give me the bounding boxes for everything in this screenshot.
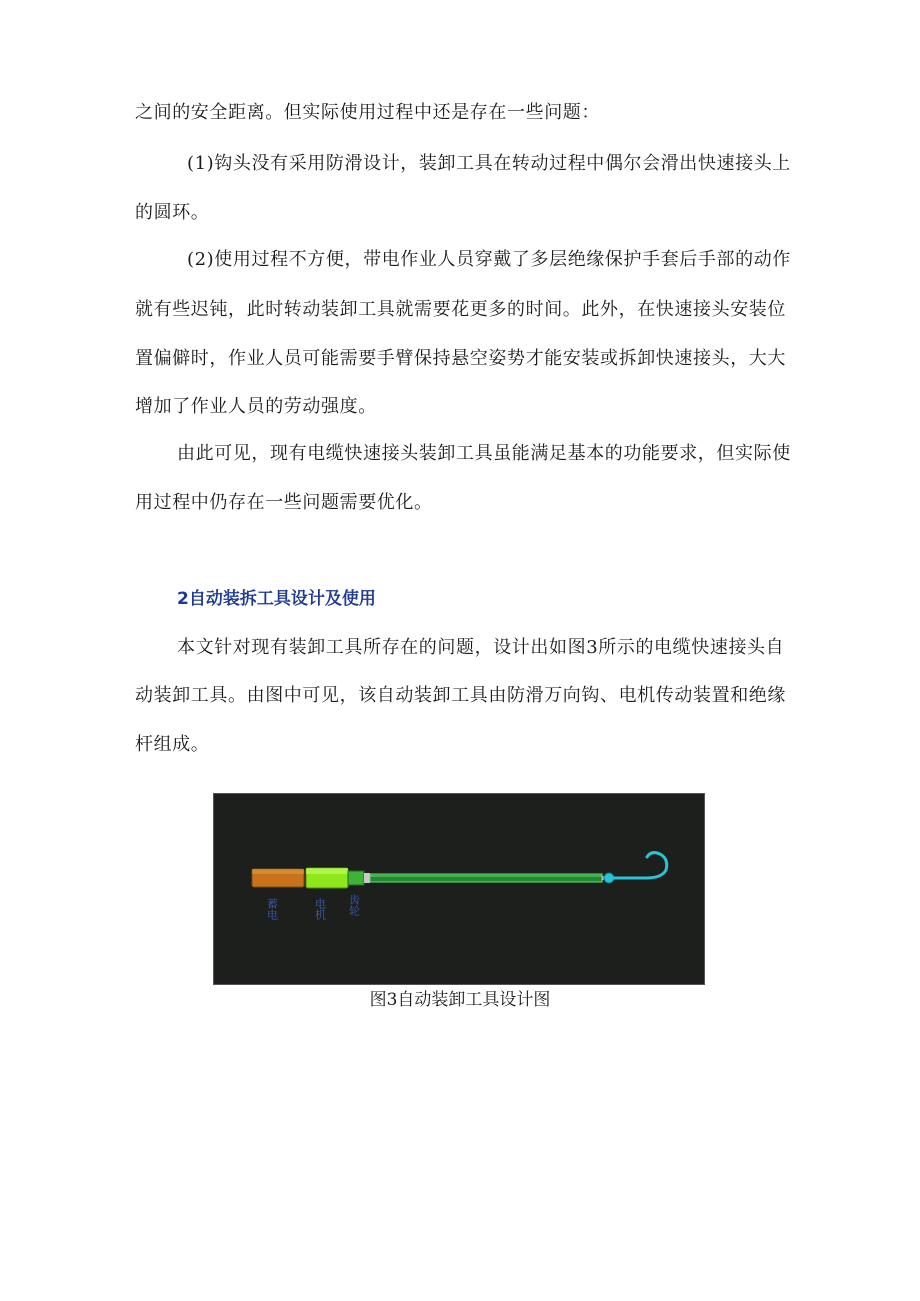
paragraph-line: 之间的安全距离。但实际使用过程中还是存在一些问题： [135,102,600,123]
paragraph-line: 由此可见，现有电缆快速接头装卸工具虽能满足基本的功能要求，但实际使 [177,443,791,464]
label-gear: 齿轮 [347,894,361,916]
paragraph-line: (1)钩头没有采用防滑设计，装卸工具在转动过程中偶尔会滑出快速接头上 [187,153,791,174]
gear-section [348,871,364,885]
section-heading: 2自动装拆工具设计及使用 [177,589,376,609]
paragraph-line: 本文针对现有装卸工具所存在的问题，设计出如图3所示的电缆快速接头自 [177,637,785,658]
label-battery: 蓄电 [265,898,279,920]
paragraph-line: 的圆环。 [135,202,210,223]
paragraph-line: 动装卸工具。由图中可见，该自动装卸工具由防滑万向钩、电机传动装置和绝缘 [135,685,786,706]
label-motor: 电机 [313,898,327,920]
figure-tool-design [213,793,705,985]
tool-illustration [214,794,704,984]
paragraph-line: 用过程中仍存在一些问题需要优化。 [135,492,433,513]
paragraph-line: 杆组成。 [135,734,210,755]
paragraph-line: 增加了作业人员的劳动强度。 [135,396,377,417]
paragraph-line: 就有些迟钝，此时转动装卸工具就需要花更多的时间。此外，在快速接头安装位 [135,299,786,320]
paragraph-line: (2)使用过程不方便，带电作业人员穿戴了多层绝缘保护手套后手部的动作 [187,249,791,270]
insulating-rod [370,874,602,882]
figure-caption: 图3自动装卸工具设计图 [369,990,551,1010]
paragraph-line: 置偏僻时，作业人员可能需要手臂保持悬空姿势才能安装或拆卸快速接头，大大 [135,348,786,369]
hook-icon [614,853,667,878]
